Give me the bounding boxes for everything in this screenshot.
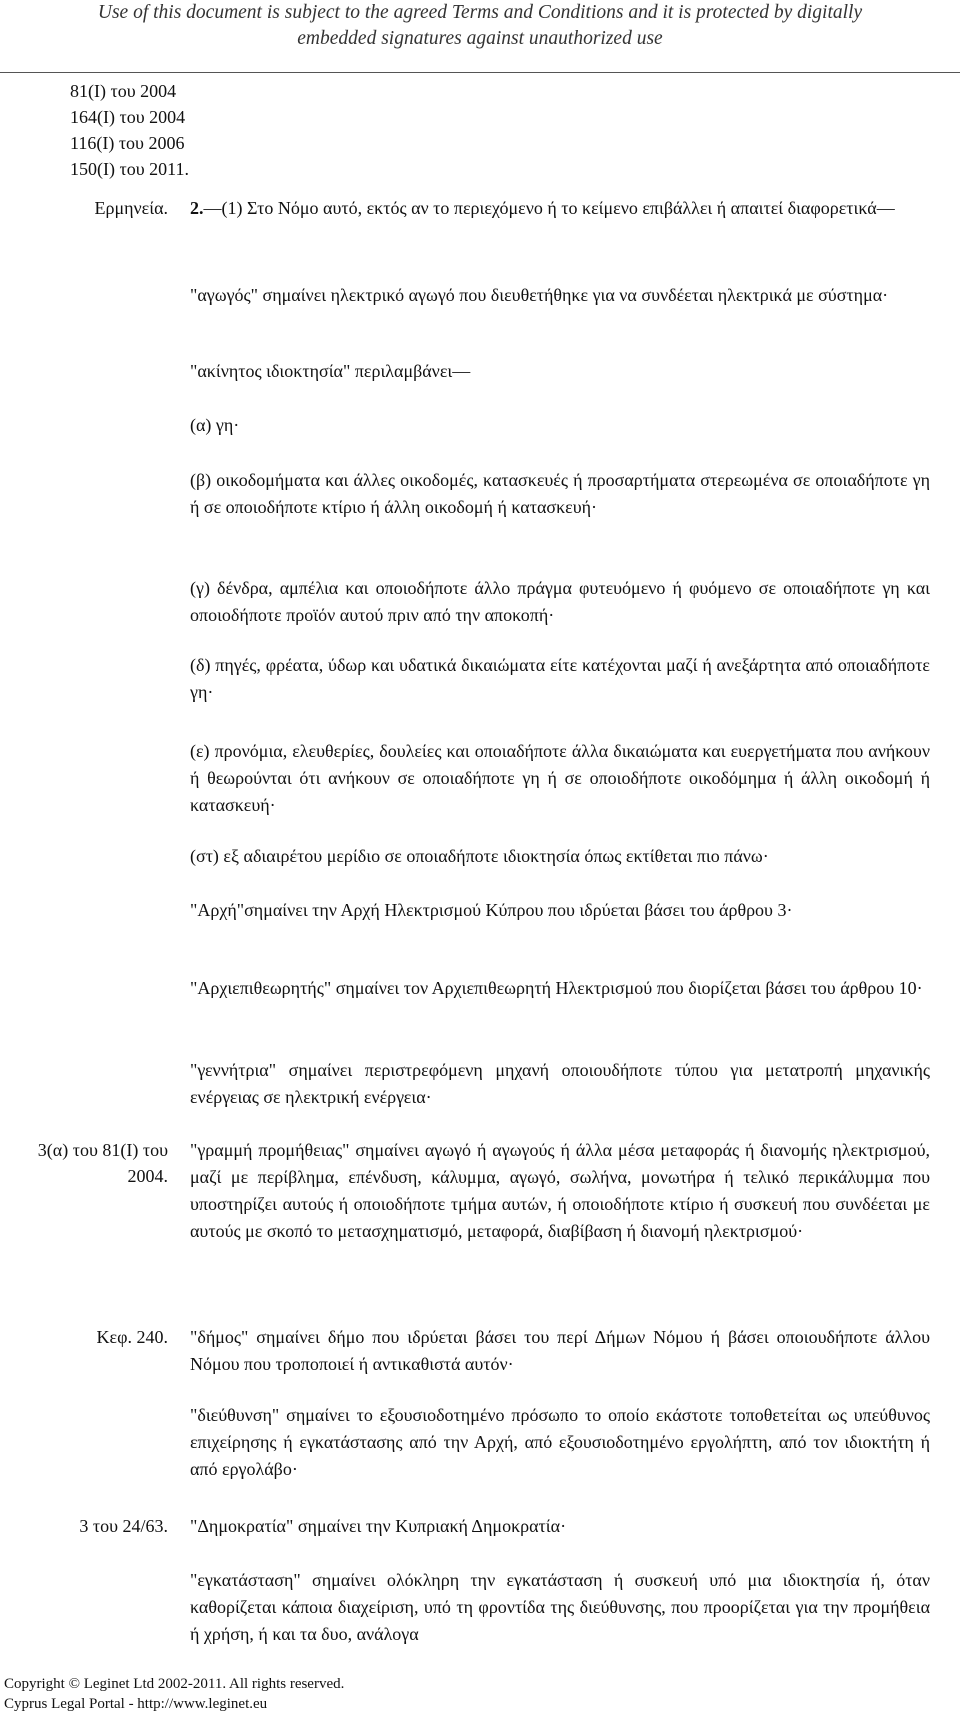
section-intro-text: —(1) Στο Νόμο αυτό, εκτός αν το περιεχόμενο ή το κείμενο επιβάλλει ή απαιτεί διαφορετικά—: [203, 198, 895, 218]
definition-egkatastasi: "εγκατάσταση" σημαίνει ολόκληρη την εγκατάσταση ή συσκευή υπό μια ιδιοκτησία ή, όταν καθορίζεται κάποια διαχείριση, υπό τη φροντίδα της διεύθυνσης, που προορίζεται για την προμήθεια ή χρήση, ή και τα δυο, ανάλογα: [190, 1570, 930, 1644]
margin-note-amendment-line-2: 2004.: [127, 1166, 168, 1186]
clause-e: (ε) προνόμια, ελευθερίες, δουλείες και οποιαδήποτε άλλα δικαιώματα και ευεργετήματα που ανήκουν ή θεωρούνται ότι ανήκουν σε οποιαδήποτε γη ή σε οποιοδήποτε οικοδόμημα ή άλλη οικοδομή ή κατασκευή·: [190, 741, 930, 815]
margin-note-amendment-line-1: 3(α) του 81(Ι) του: [37, 1140, 168, 1160]
definition-grammi-promitheias: "γραμμή προμήθειας" σημαίνει αγωγό ή αγωγούς ή άλλα μέσα μεταφοράς ή διανομής ηλεκτρισμού, μαζί με περίβλημα, επένδυση, κάλυμμα, αγωγό, σωλήνα, μονωτήρα ή τελικό περικάλυμμα που υποστηρίζει αυτούς ή οποιοδήποτε τμήμα αυτών, ή οποιοδήποτε κτίριο ή συσκευή που συνδέεται με αυτούς με σκοπό το μετασχηματισμό, μεταφορά, διαβίβαση ή διανομή ηλεκτρισμού·: [190, 1140, 930, 1241]
margin-note-amendment: [10, 1137, 168, 1189]
clause-c: (γ) δένδρα, αμπέλια και οποιοδήποτε άλλο πράγμα φυτευόμενο ή φυόμενο σε οποιαδήποτε γη και οποιοδήποτε προϊόν αυτού πριν από την αποκοπή·: [190, 578, 930, 625]
clause-st: (στ) εξ αδιαιρέτου μερίδιο σε οποιαδήποτε ιδιοκτησία όπως εκτίθεται πιο πάνω·: [190, 846, 769, 866]
amending-law: 116(Ι) του 2006: [70, 133, 185, 153]
section-2-intro: [190, 195, 930, 222]
amending-law: 150(Ι) του 2011.: [70, 159, 189, 179]
section-number: 2.: [190, 198, 204, 218]
clause-a: (α) γη·: [190, 415, 240, 435]
definition-gennitria: "γεννήτρια" σημαίνει περιστρεφόμενη μηχανή οποιουδήποτε τύπου για μετατροπή μηχανικής ενέργειας σε ηλεκτρική ενέργεια·: [190, 1060, 930, 1107]
clause-b: (β) οικοδομήματα και άλλες οικοδομές, κατασκευές ή προσαρτήματα στερεωμένα σε οποιαδήποτε γη ή σε οποιοδήποτε κτίριο ή άλλη οικοδομή ή κατασκευή·: [190, 470, 930, 517]
margin-note-ref: 3 του 24/63.: [79, 1516, 168, 1536]
copyright-line: Copyright © Leginet Ltd 2002-2011. All rights reserved.: [4, 1676, 345, 1692]
definition-akinitos: "ακίνητος ιδιοκτησία" περιλαμβάνει—: [190, 361, 471, 381]
definition-archiepitheoritis: "Αρχιεπιθεωρητής" σημαίνει τον Αρχιεπιθεωρητή Ηλεκτρισμού που διορίζεται βάσει του άρθρου 10·: [190, 978, 923, 998]
margin-note-interpretation: Ερμηνεία.: [94, 198, 168, 218]
amending-law: 81(Ι) του 2004: [70, 81, 177, 101]
margin-note-kef: Κεφ. 240.: [96, 1327, 168, 1347]
definition-diefthynsi: "διεύθυνση" σημαίνει το εξουσιοδοτημένο πρόσωπο το οποίο εκάστοτε τοποθετείται ως υπεύθυνος επιχείρησης ή εγκατάστασης από την Αρχή, από εξουσιοδοτημένο εργολήπτη, από τον ιδιοκτήτη ή από εργολάβο·: [190, 1405, 930, 1479]
copyright-footer: [4, 1674, 344, 1714]
clause-d: (δ) πηγές, φρέατα, ύδωρ και υδατικά δικαιώματα είτε κατέχονται μαζί ή ανεξάρτητα από οποιαδήποτε γη·: [190, 655, 930, 702]
header-divider: [0, 72, 960, 73]
amending-law: 164(Ι) του 2004: [70, 107, 186, 127]
usage-notice-header: [0, 0, 960, 52]
definition-archi: "Αρχή"σημαίνει την Αρχή Ηλεκτρισμού Κύπρου που ιδρύεται βάσει του άρθρου 3·: [190, 900, 793, 920]
usage-notice-line-1: Use of this document is subject to the agreed Terms and Conditions and it is protected by digitally: [97, 2, 863, 23]
definition-dimokratia: "Δημοκρατία" σημαίνει την Κυπριακή Δημοκρατία·: [190, 1516, 567, 1536]
usage-notice-line-2: embedded signatures against unauthorized use: [297, 28, 663, 49]
definition-dimos: "δήμος" σημαίνει δήμο που ιδρύεται βάσει του περί Δήμων Νόμου ή βάσει οποιουδήποτε άλλου Νόμου που τροποποιεί ή αντικαθιστά αυτόν·: [190, 1327, 930, 1374]
amending-laws-list: [70, 78, 189, 182]
definition-agogos: "αγωγός" σημαίνει ηλεκτρικό αγωγό που διευθετήθηκε για να συνδέεται ηλεκτρικά με σύστημα·: [190, 285, 889, 305]
portal-line: Cyprus Legal Portal - http://www.leginet.eu: [4, 1696, 268, 1712]
